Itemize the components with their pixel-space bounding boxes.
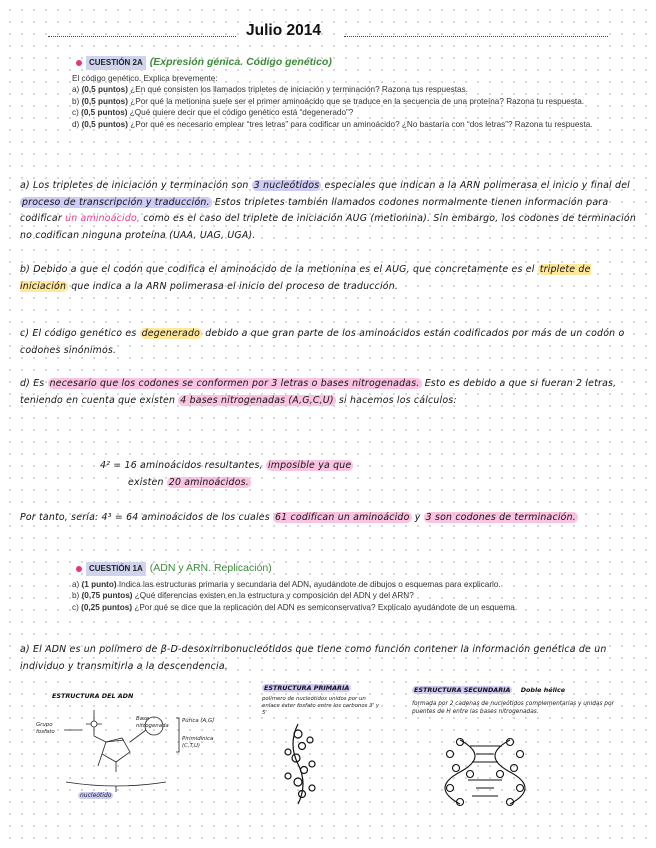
question-item: c) (0,5 puntos) ¿Qué quiere decir que el código genético está “degenerado”?	[72, 108, 354, 118]
question-label: CUESTIÓN 1A	[86, 562, 146, 576]
figure-secondary-structure	[410, 684, 640, 812]
primary-strand-drawing	[258, 684, 388, 810]
header-rule-left	[48, 36, 236, 37]
question-2a	[72, 56, 620, 131]
question-intro: El código genético. Explica brevemente:	[72, 73, 218, 83]
question-label: CUESTIÓN 2A	[86, 56, 146, 70]
question-item: b) (0,75 puntos) ¿Qué diferencias existen en la estructura y composición del ADN y del ARN?	[72, 591, 414, 601]
bullet-dot-icon	[76, 60, 82, 66]
question-1a	[72, 562, 620, 613]
answer-2a-d: d) Es necesario que los codones se conformen por 3 letras o bases nitrogenadas. Esto es debido a que si fueran 2 letras, teniendo en cuenta que existen 4 bases nitrogenadas (A,G,C,U) si hacemos los cálculos:	[20, 378, 617, 406]
calculation-two-letters: 4² = 16 aminoácidos resultantes, imposible ya que existen 20 aminoácidos.	[100, 460, 352, 488]
double-helix-drawing	[410, 684, 640, 812]
highlight: 3 nucleótidos	[253, 180, 320, 191]
highlight: degenerado	[141, 328, 201, 339]
answer-2a-a: a) Los tripletes de iniciación y terminación son 3 nucleótidos especiales que indican a la ARN polimerasa el inicio y final del proceso de transcripción y traducción. Estos tripletes también llamados codones normalmente tienen información para codificar un aminoácido, como es el caso del triplete de iniciación AUG (metionina). Sin embargo, los codones de terminación no codifican ninguna proteína (UAA, UAG, UGA).	[20, 180, 636, 241]
label-base-nitrogenada: Base nitrogenada	[136, 716, 169, 729]
pink-ink-text: un aminoácido,	[65, 213, 141, 224]
highlight: 61 codifican un aminoácido	[275, 512, 410, 523]
highlight: 20 aminoácidos.	[168, 476, 249, 488]
label-pirimidinica: Pirimidínica (C,T,U)	[182, 736, 214, 749]
question-item: a) (0,5 puntos) ¿En qué consisten los llamados tripletes de iniciación y terminación? Razona tus respuestas.	[72, 85, 468, 95]
figure-title: ESTRUCTURA SECUNDARIA Doble hélice	[414, 686, 566, 694]
page-title: Julio 2014	[246, 22, 321, 39]
question-item: b) (0,5 puntos) ¿Por qué la metionina suele ser el primer aminoácido que se traduce en la secuencia de una proteína? Razona tu respuesta.	[72, 96, 585, 106]
highlight: necesario que los codones se conformen por 3 letras o bases nitrogenadas.	[49, 378, 420, 389]
figure-description: formada por 2 cadenas de nucleótidos complementarias y unidas por puentes de H entre las bases nitrogenadas.	[412, 701, 614, 715]
figure-title: ESTRUCTURA DEL ADN	[52, 692, 134, 700]
calculation-three-letters: Por tanto, sería: 4³ = 64 aminoácidos de los cuales 61 codifican un aminoácido y 3 son codones de terminación.	[20, 512, 576, 523]
answer-2a-b: b) Debido a que el codón que codifica el aminoácido de la metionina es el AUG, que concretamente es el triplete de iniciación que indica a la ARN polimerasa el inicio del proceso de traducción.	[20, 264, 591, 292]
figure-description: polímero de nucleótidos unidos por un enlace éster fosfato entre los carbonos 3' y 5'	[262, 696, 380, 716]
header-rule-right	[344, 36, 608, 37]
highlight: proceso de transcripción y traducción.	[22, 196, 210, 208]
figure-title: ESTRUCTURA PRIMARIA	[264, 684, 350, 692]
answer-2a-c: c) El código genético es degenerado debido a que gran parte de los aminoácidos están codificados por más de un codón o codones sinónimos.	[20, 328, 625, 356]
answer-1a-a: a) El ADN es un polímero de β-D-desoxirribonucleótidos que tiene como función contener la información genética de un individuo y transmitirla a la descendencia.	[20, 644, 607, 672]
bullet-dot-icon	[76, 566, 82, 572]
highlight: 4 bases nitrogenadas (A,G,C,U)	[180, 394, 334, 406]
highlight: imposible ya que	[267, 460, 352, 471]
highlight: triplete de iniciación	[20, 264, 591, 292]
question-item: a) (1 punto) Indica las estructuras primaria y secundaria del ADN, ayudándote de dibujos o esquemas para explicarlo.	[72, 579, 501, 589]
label-purica: Púrica (A,G)	[182, 718, 215, 724]
label-grupo-fosfato: Grupo fosfato	[36, 722, 55, 735]
question-topic: (Expresión génica. Código genético)	[149, 56, 332, 68]
question-item: d) (0,5 puntos) ¿Por qué es necesario emplear “tres letras” para codificar un aminoácido? ¿No bastaría con “dos letras”? Razona tu respuesta.	[72, 119, 593, 129]
highlight: 3 son codones de terminación.	[425, 512, 576, 523]
question-item: c) (0,25 puntos) ¿Por qué se dice que la replicación del ADN es semiconservativa? Explícalo ayudándote de un esquema.	[72, 602, 518, 612]
page-header	[0, 20, 656, 46]
question-topic: (ADN y ARN. Replicación)	[149, 562, 272, 574]
figure-nucleotide	[36, 692, 236, 808]
nucleotide-drawing	[36, 692, 236, 808]
label-nucleotido: nucleótido	[80, 792, 112, 799]
figure-primary-structure	[258, 684, 388, 810]
